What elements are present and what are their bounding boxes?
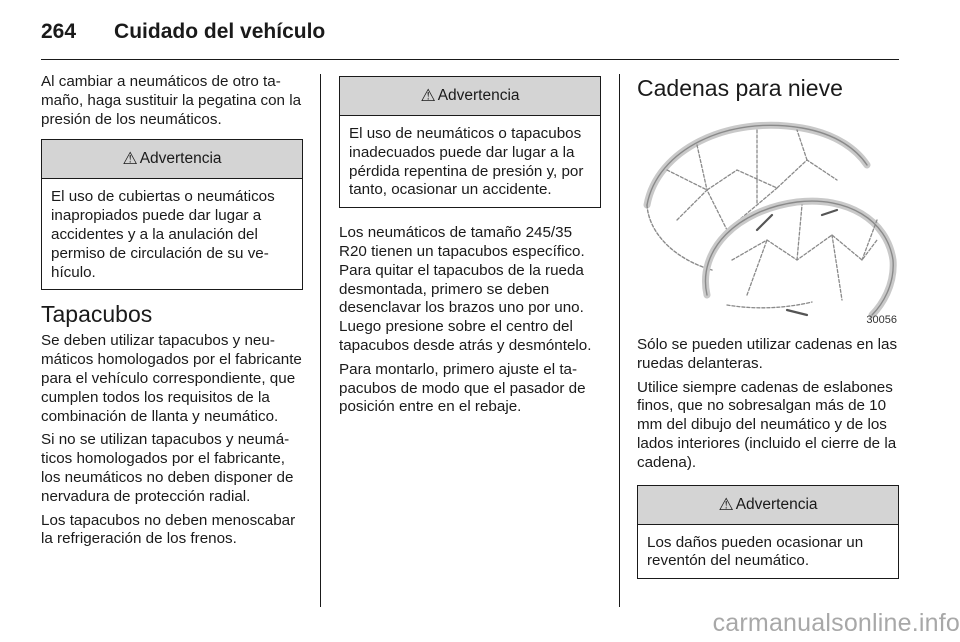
header-rule — [41, 59, 899, 60]
warning-box — [637, 485, 899, 580]
warning-header — [340, 77, 600, 116]
paragraph: Se deben utilizar tapacubos y neumáticos homologados por el fabricante para el vehículo correspondiente, que cumplen todos los requisitos de la combinación de llanta y neumático. — [41, 332, 302, 425]
section-title: Cuidado del vehículo — [114, 20, 326, 43]
warning-text: El uso de cubiertas o neumáticos inapropiados puede dar lugar a accidentes y a la anulación del permiso de circulación de su vehículo. — [51, 188, 275, 281]
warning-triangle-icon: ⚠ — [420, 86, 436, 105]
warning-triangle-icon: ⚠ — [718, 494, 734, 514]
paragraph: Si no se utilizan tapacubos y neumáticos homologados por el fabricante, los neumáticos no deben disponer de nervadura de protección radial. — [41, 431, 294, 505]
warning-header — [638, 486, 898, 525]
watermark: carmanualsonline.info — [712, 609, 960, 637]
warning-box — [41, 139, 303, 290]
column-1 — [41, 73, 303, 554]
paragraph: Para montarlo, primero ajuste el tapacubos de modo que el pasador de posición entre en el rebaje. — [339, 360, 586, 416]
snow-chain-illustration — [637, 110, 899, 326]
warning-text: Los daños pueden ocasionar un reventón del neumático. — [647, 533, 864, 570]
column-2 — [339, 66, 601, 422]
warning-title: Advertencia — [139, 150, 222, 168]
warning-triangle-icon: ⚠ — [122, 149, 138, 169]
paragraph: Los tapacubos no deben menoscabar la refrigeración de los frenos. — [41, 511, 296, 548]
paragraph: Al cambiar a neumáticos de otro tamaño, haga sustituir la pegatina con la presión de los neumáticos. — [41, 73, 302, 128]
section-heading: Tapacubos — [41, 301, 153, 328]
page-header — [41, 14, 325, 50]
section-heading: Cadenas para nieve — [637, 75, 843, 101]
warning-text: El uso de neumáticos o tapacubos inadecuados puede dar lugar a la pérdida repentina de presión y, por tanto, ocasionar un accidente. — [349, 125, 584, 199]
paragraph: Utilice siempre cadenas de eslabones finos, que no sobresalgan más de 10 mm del dibujo del neumático y de los lados interiores (incluido el cierre de la cadena). — [637, 378, 897, 471]
page-number: 264 — [41, 20, 77, 43]
column-3 — [637, 74, 899, 589]
figure-number: 30056 — [866, 314, 897, 326]
paragraph: Los neumáticos de tamaño 245/35 R20 tienen un tapacubos específico. Para quitar el tapacubos de la rueda desmontada, primero se deben desenclavar los brazos uno por uno. Luego presione sobre el centro del tapacubos desde atrás y desmóntelo. — [339, 224, 592, 354]
snow-chain-drawing — [637, 110, 899, 326]
warning-title: Advertencia — [437, 87, 520, 104]
warning-header — [42, 140, 302, 179]
warning-title: Advertencia — [735, 495, 818, 513]
paragraph: Sólo se pueden utilizar cadenas en las ruedas delanteras. — [637, 336, 898, 372]
column-divider — [320, 74, 321, 607]
warning-box — [339, 76, 601, 208]
column-divider — [619, 74, 620, 607]
